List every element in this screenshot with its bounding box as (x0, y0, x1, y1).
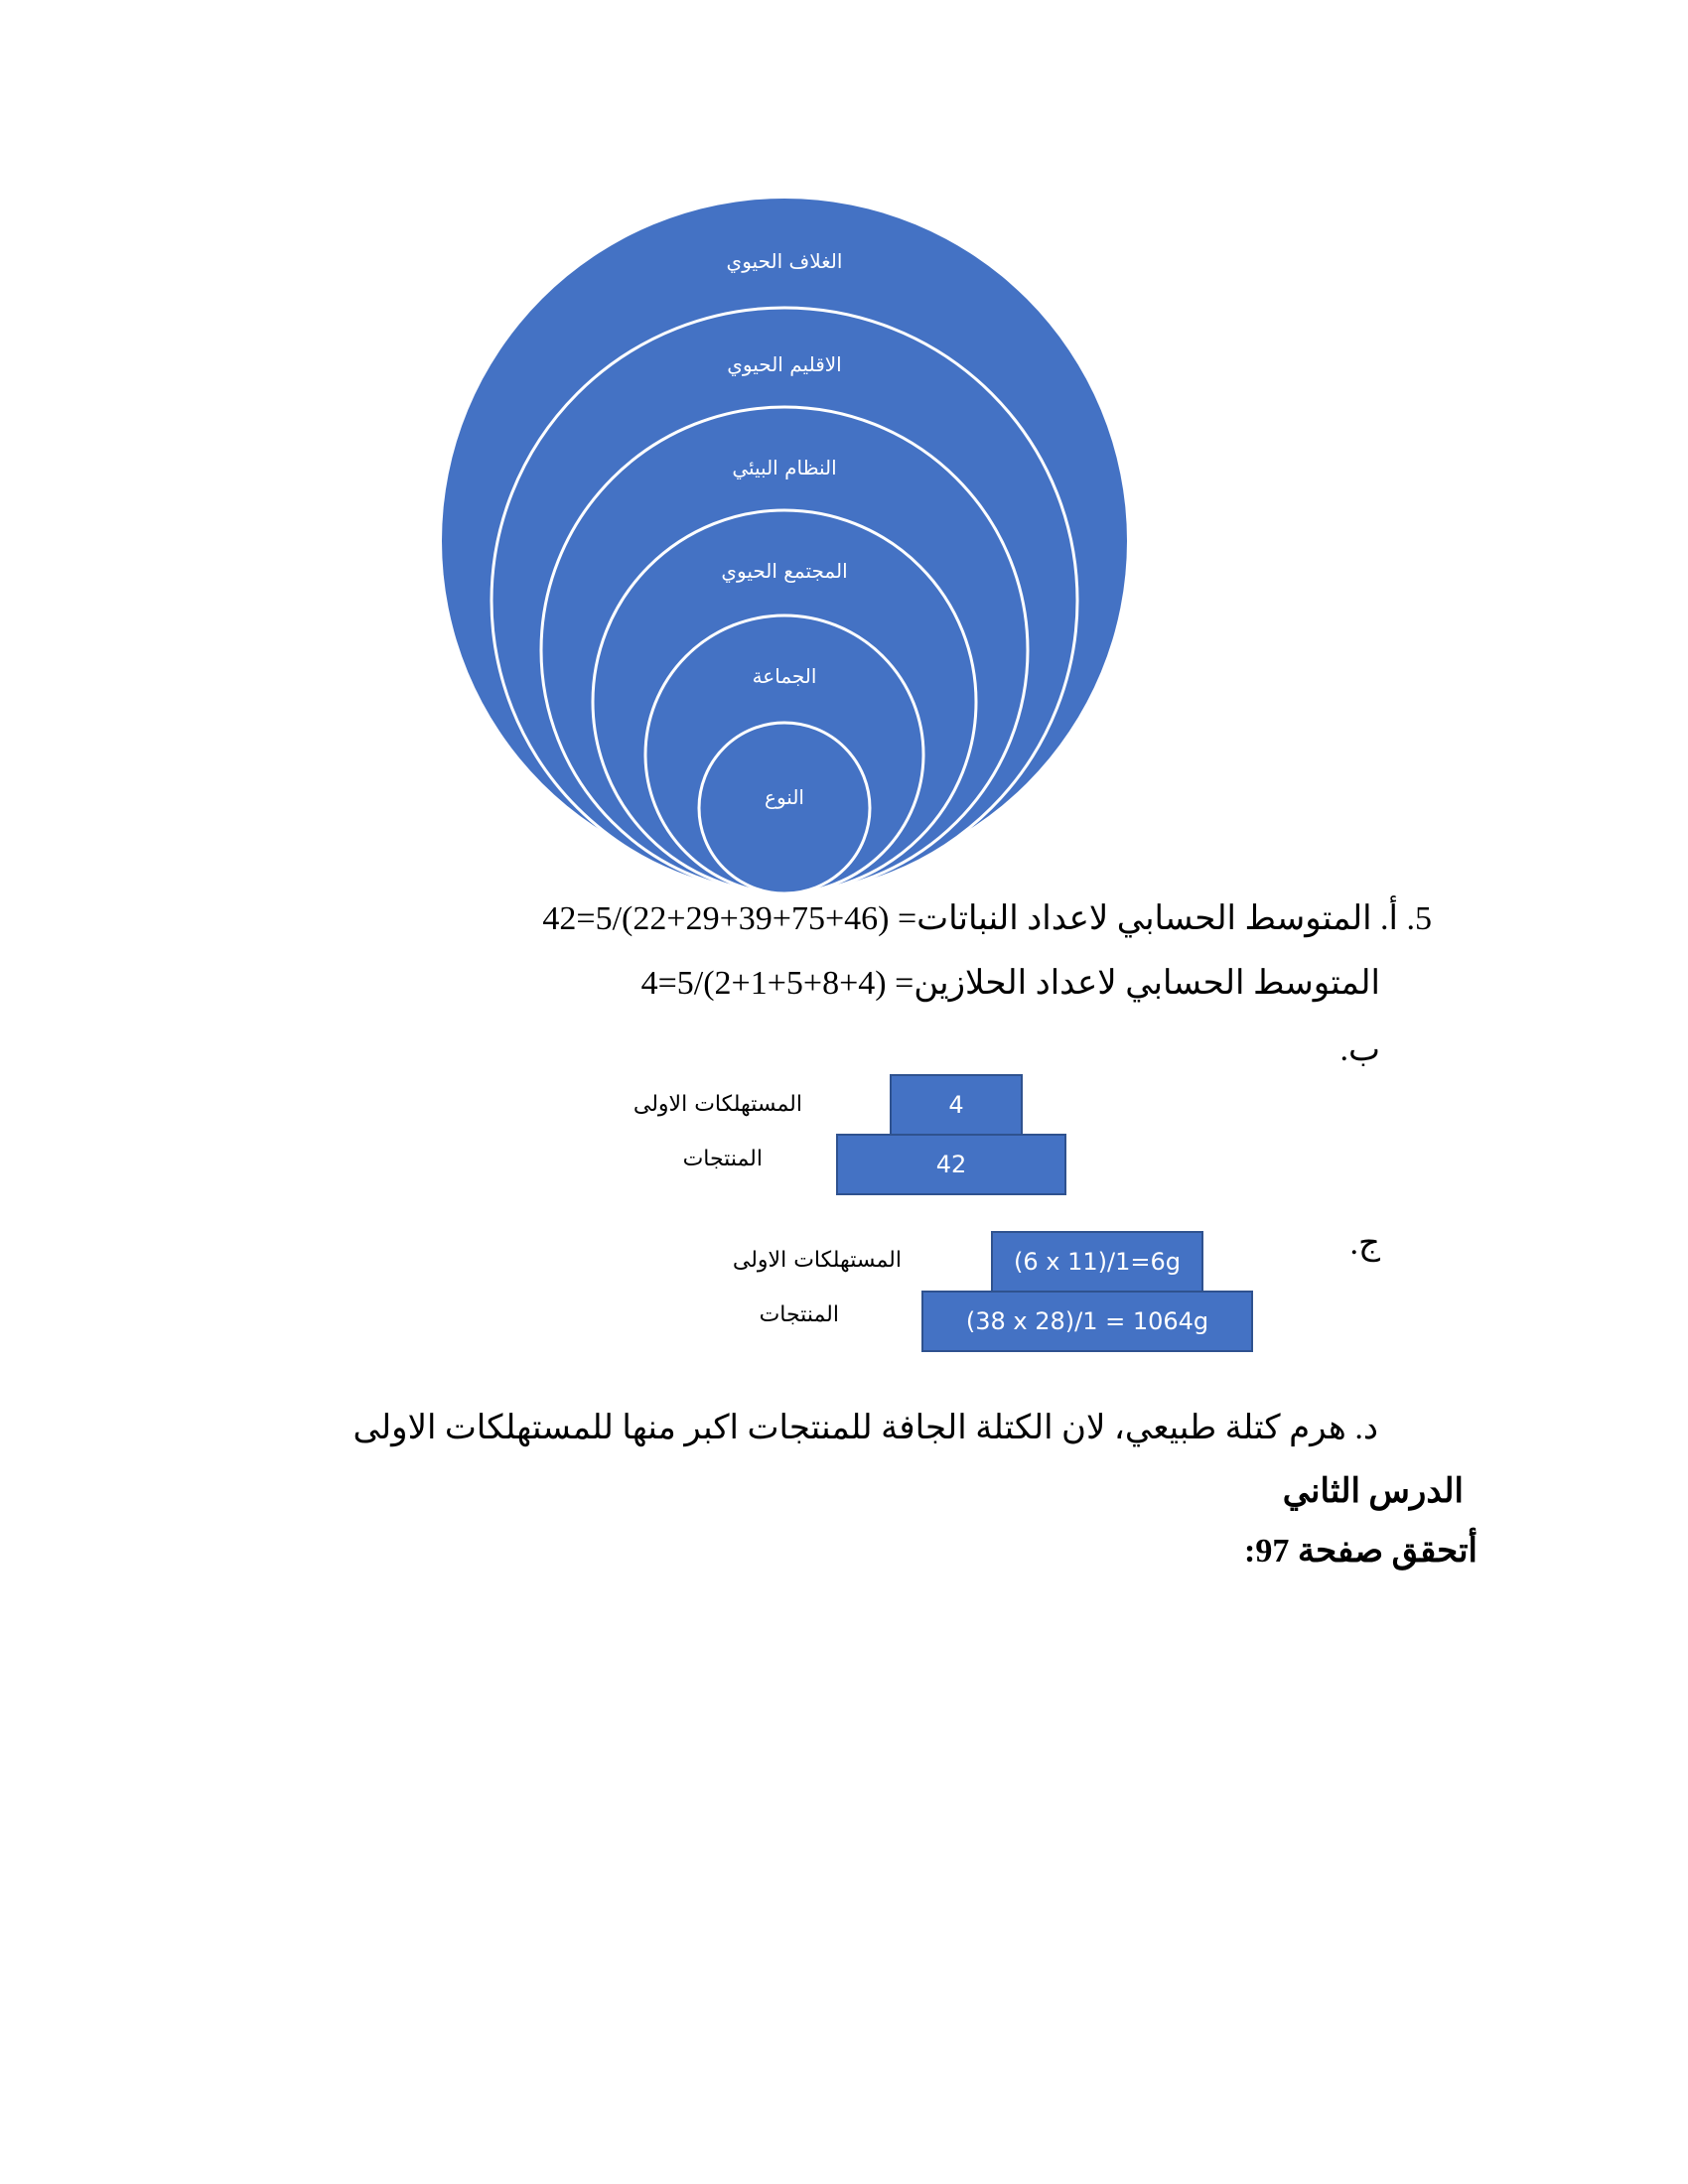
ring-label-population: الجماعة (752, 664, 817, 688)
ring-label-community: المجتمع الحيوي (721, 559, 848, 583)
pyramid-c-bottom-label: المنتجات (759, 1302, 839, 1327)
q5-a-line2: المتوسط الحسابي لاعداد الحلازين= (4+8+5+1+2)/5=4 (640, 965, 1380, 1002)
lesson-check: أتحقق صفحة 97: (1244, 1533, 1477, 1570)
nested-levels-diagram (0, 0, 1688, 893)
q5-a-line1: 5. أ. المتوسط الحسابي لاعداد النباتات= (46+75+39+29+22)/5=42 (542, 900, 1432, 937)
pyramid-b-bottom-label: المنتجات (682, 1147, 763, 1171)
q5-b-label: ب. (1339, 1031, 1380, 1068)
ring-label-ecosystem: النظام البيئي (732, 456, 837, 479)
ring-label-biosphere: الغلاف الحيوي (726, 249, 843, 273)
q5-d-text: د. هرم كتلة طبيعي، لان الكتلة الجافة للمنتجات اكبر منها للمستهلكات الاولى (352, 1410, 1378, 1446)
ring-label-biome: الاقليم الحيوي (727, 352, 842, 376)
ring-label-species: النوع (765, 785, 804, 809)
pyramid-b-top-label: المستهلكات الاولى (633, 1092, 802, 1117)
q5-c-label: ج. (1349, 1225, 1380, 1262)
pyramid-c-top-label: المستهلكات الاولى (732, 1248, 902, 1273)
pyramid-c-top: (6 x 11)/1=6g (991, 1231, 1203, 1293)
pyramid-c-bottom: (38 x 28)/1 = 1064g (921, 1291, 1253, 1352)
lesson-title: الدرس الثاني (1282, 1473, 1464, 1510)
pyramid-b-bottom: 42 (836, 1134, 1066, 1195)
pyramid-b-top: 4 (890, 1074, 1023, 1136)
